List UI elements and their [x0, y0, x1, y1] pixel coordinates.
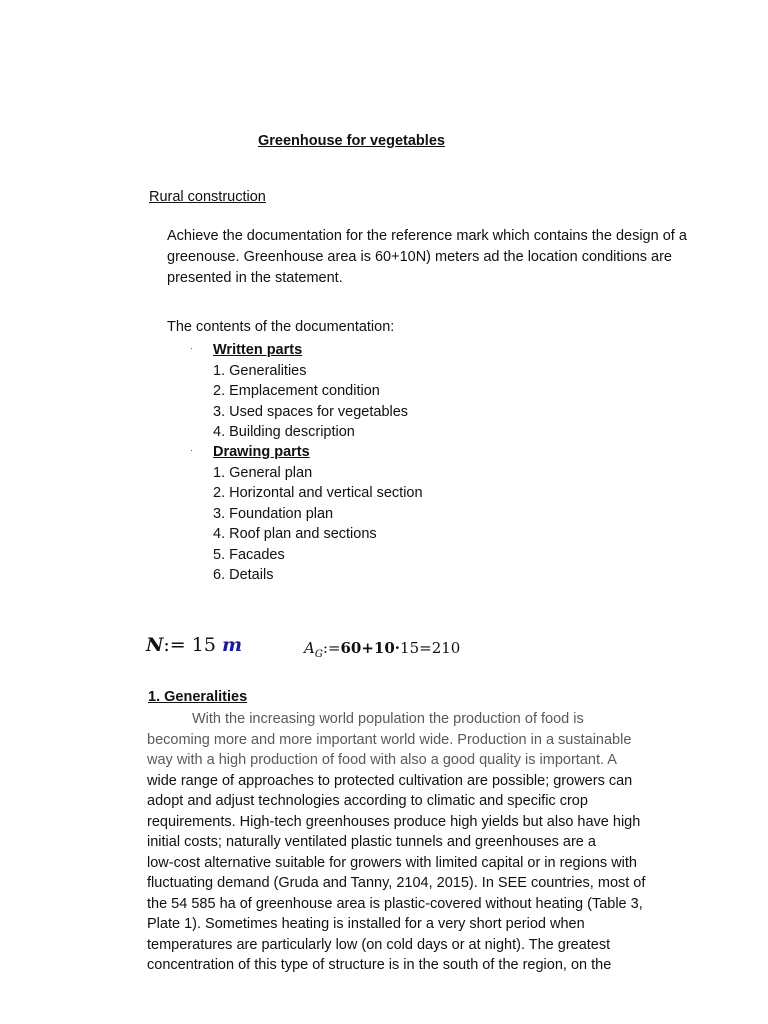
- paragraph-line: requirements. High-tech greenhouses produce high yields but also have high: [147, 813, 641, 830]
- written-parts-heading: Written parts: [213, 342, 303, 358]
- contents-label: The contents of the documentation:: [167, 319, 395, 335]
- paragraph-line: Plate 1). Sometimes heating is installed for a very short period when: [147, 916, 585, 932]
- formula-area: [304, 639, 460, 660]
- paragraph-line: temperatures are particularly low (on cold days or at night). The greatest: [147, 936, 611, 953]
- formula-term: 10: [373, 639, 395, 657]
- list-item: 1. General plan: [213, 464, 313, 481]
- intro-paragraph: Achieve the documentation for the reference mark which contains the design of a greenouse. Greenhouse area is 60+10N) meters ad the location conditions are presented in the statement.: [167, 228, 687, 286]
- formula-result: 210: [431, 639, 461, 657]
- paragraph-line: wide range of approaches to protected cultivation are possible; growers can: [147, 772, 633, 789]
- list-item: 3. Foundation plan: [213, 505, 334, 522]
- document-title: Greenhouse for vegetables: [258, 133, 445, 149]
- paragraph-line: With the increasing world population the production of food is: [192, 711, 584, 727]
- paragraph-line: the 54 585 ha of greenhouse area is plastic-covered without heating (Table 3,: [147, 895, 643, 912]
- formula-variable: A: [304, 639, 315, 657]
- paragraph-line: adopt and adjust technologies according to climatic and specific crop: [147, 793, 588, 809]
- formula-n: [146, 634, 242, 656]
- list-item: 3. Used spaces for vegetables: [213, 403, 409, 420]
- list-item: 1. Generalities: [213, 362, 307, 379]
- list-item: 4. Building description: [213, 424, 355, 440]
- section-paragraph: [147, 709, 672, 976]
- list-item: 2. Horizontal and vertical section: [213, 485, 423, 501]
- paragraph-line: concentration of this type of structure is in the south of the region, on the: [147, 957, 612, 973]
- formula-value: 15: [191, 634, 216, 656]
- formula-subscript: G: [314, 649, 323, 660]
- formula-operator: ·: [394, 639, 401, 657]
- formula-operator: =: [419, 639, 432, 657]
- document-subtitle: Rural construction: [149, 189, 266, 205]
- list-item: 6. Details: [213, 567, 274, 583]
- drawing-parts-heading: Drawing parts: [213, 444, 310, 460]
- list-item: 2. Emplacement condition: [213, 383, 380, 399]
- formula-unit: m: [221, 634, 243, 656]
- paragraph-line: becoming more and more important world wide. Production in a sustainable: [147, 731, 632, 748]
- list-item: 4. Roof plan and sections: [213, 526, 377, 542]
- list-item: 5. Facades: [213, 546, 285, 563]
- written-parts-list: [213, 340, 408, 443]
- paragraph-line: initial costs; naturally ventilated plastic tunnels and greenhouses are a: [147, 834, 596, 850]
- paragraph-line: way with a high production of food with also a good quality is important. A: [147, 752, 617, 768]
- formula-operator: :=: [163, 634, 186, 656]
- paragraph-line: fluctuating demand (Gruda and Tanny, 2104, 2015). In SEE countries, most of: [147, 875, 646, 891]
- formula-variable: N: [146, 634, 164, 656]
- bullet-icon: ·: [190, 343, 193, 353]
- formula-term: 60: [340, 639, 362, 657]
- formula-operator: :=: [322, 639, 341, 657]
- section-heading: 1. Generalities: [148, 689, 248, 705]
- drawing-parts-list: [213, 442, 423, 586]
- paragraph-line: low-cost alternative suitable for growers with limited capital or in regions with: [147, 854, 637, 871]
- formula-term: 15: [400, 639, 420, 657]
- bullet-icon: ·: [190, 445, 193, 455]
- formula-operator: +: [361, 639, 374, 657]
